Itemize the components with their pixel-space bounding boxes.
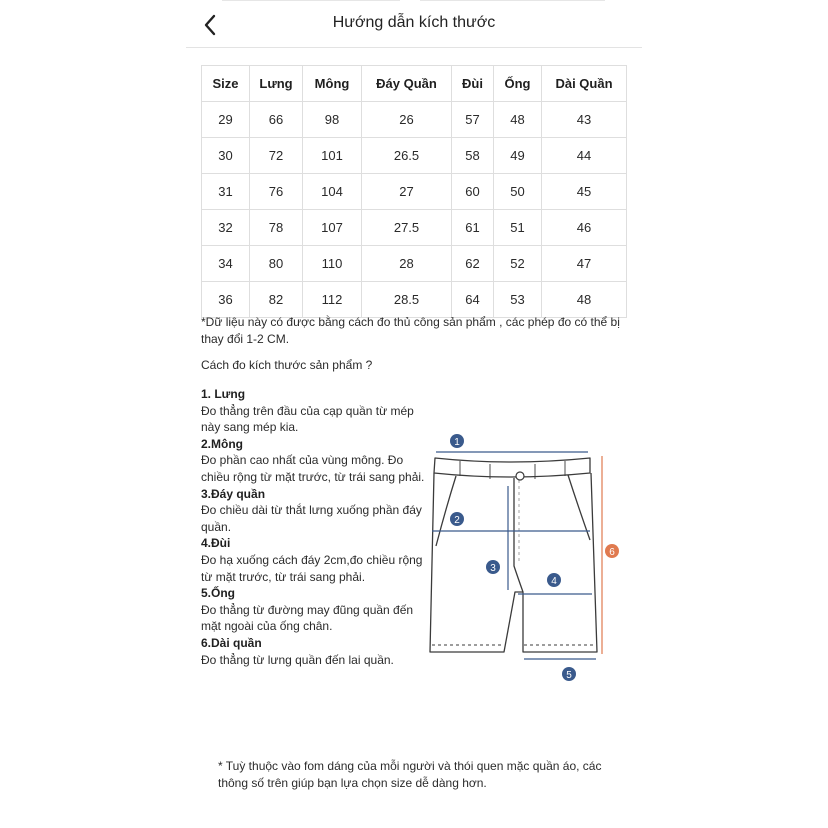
table-cell: 80 [250,246,303,282]
table-row [202,138,627,174]
table-cell: 66 [250,102,303,138]
table-cell: 34 [202,246,250,282]
column-header: Dài Quần [542,66,627,102]
marker-5 [562,667,576,681]
step-description: Đo thẳng từ đường may đũng quần đến mặt ngoài của ống chân. [201,602,414,634]
marker-1 [450,434,464,448]
table-cell: 45 [542,174,627,210]
table-cell: 58 [452,138,494,174]
column-header: Mông [303,66,362,102]
step-title: 2.Mông [201,436,243,451]
step-title: 5.Ống [201,586,236,601]
table-cell: 101 [303,138,362,174]
table-row [202,102,627,138]
table-cell: 98 [303,102,362,138]
table-cell: 51 [494,210,542,246]
table-cell: 31 [202,174,250,210]
step-title: 4.Đùi [201,536,231,551]
table-cell: 61 [452,210,494,246]
table-row [202,174,627,210]
step-description: Đo hạ xuống cách đáy 2cm,đo chiều rộng từ mặt trước, từ trái sang phải. [201,552,423,584]
column-header: Ống [494,66,542,102]
table-cell: 53 [494,282,542,318]
table-cell: 62 [452,246,494,282]
table-cell: 82 [250,282,303,318]
table-cell: 28 [362,246,452,282]
table-header-row [202,66,627,102]
table-cell: 46 [542,210,627,246]
table-cell: 52 [494,246,542,282]
table-cell: 57 [452,102,494,138]
table-cell: 107 [303,210,362,246]
table-cell: 29 [202,102,250,138]
measurement-steps [201,386,427,668]
table-cell: 104 [303,174,362,210]
table-cell: 64 [452,282,494,318]
marker-3-label: 3 [490,563,496,574]
table-cell: 28.5 [362,282,452,318]
table-cell: 27 [362,174,452,210]
step-title: 3.Đáy quần [201,486,266,501]
marker-6 [605,544,619,558]
size-table [201,65,627,318]
footer-note: * Tuỳ thuộc vào fom dáng của mỗi người và thói quen mặc quần áo, các thông số trên giúp bạn lựa chọn size dễ dàng hơn. [218,759,602,790]
step-title: 6.Dài quần [201,635,262,650]
marker-4-label: 4 [551,576,557,587]
shorts-measurement-diagram [420,428,630,690]
measurement-note: *Dữ liệu này có được bằng cách đo thủ công sản phẩm , các phép đo có thể bị thay đổi 1-2 CM. [201,315,620,346]
step-description: Đo phần cao nhất của vùng mông. Đo chiều rộng từ mặt trước, từ trái sang phải. [201,453,425,484]
table-cell: 50 [494,174,542,210]
step-description: Đo chiều dài từ thắt lưng xuống phần đáy quần. [201,503,422,534]
table-cell: 43 [542,102,627,138]
step-description: Đo thẳng trên đầu của cạp quần từ mép này sang mép kia. [201,403,414,435]
table-cell: 26 [362,102,452,138]
table-cell: 48 [542,282,627,318]
column-header: Size [202,66,250,102]
table-cell: 78 [250,210,303,246]
table-cell: 112 [303,282,362,318]
marker-5-label: 5 [566,670,572,681]
table-cell: 49 [494,138,542,174]
step-description: Đo thẳng từ lưng quần đến lai quần. [201,652,394,667]
header [186,0,642,48]
table-cell: 32 [202,210,250,246]
marker-3 [486,560,500,574]
table-cell: 110 [303,246,362,282]
button-icon [516,472,524,480]
marker-6-label: 6 [609,547,615,558]
table-cell: 27.5 [362,210,452,246]
marker-2 [450,512,464,526]
table-cell: 44 [542,138,627,174]
marker-4 [547,573,561,587]
table-row [202,282,627,318]
table-cell: 76 [250,174,303,210]
shorts-outline [430,458,597,652]
howto-heading: Cách đo kích thước sản phẩm ? [201,358,373,372]
table-cell: 30 [202,138,250,174]
marker-1-label: 1 [454,437,460,448]
marker-2-label: 2 [454,515,460,526]
column-header: Đáy Quần [362,66,452,102]
table-cell: 72 [250,138,303,174]
table-row [202,246,627,282]
page-title: Hướng dẫn kích thước [332,14,496,31]
column-header: Lưng [250,66,303,102]
table-row [202,210,627,246]
table-cell: 60 [452,174,494,210]
table-cell: 47 [542,246,627,282]
column-header: Đùi [452,66,494,102]
table-cell: 48 [494,102,542,138]
step-title: 1. Lưng [201,387,246,401]
table-cell: 26.5 [362,138,452,174]
table-cell: 36 [202,282,250,318]
